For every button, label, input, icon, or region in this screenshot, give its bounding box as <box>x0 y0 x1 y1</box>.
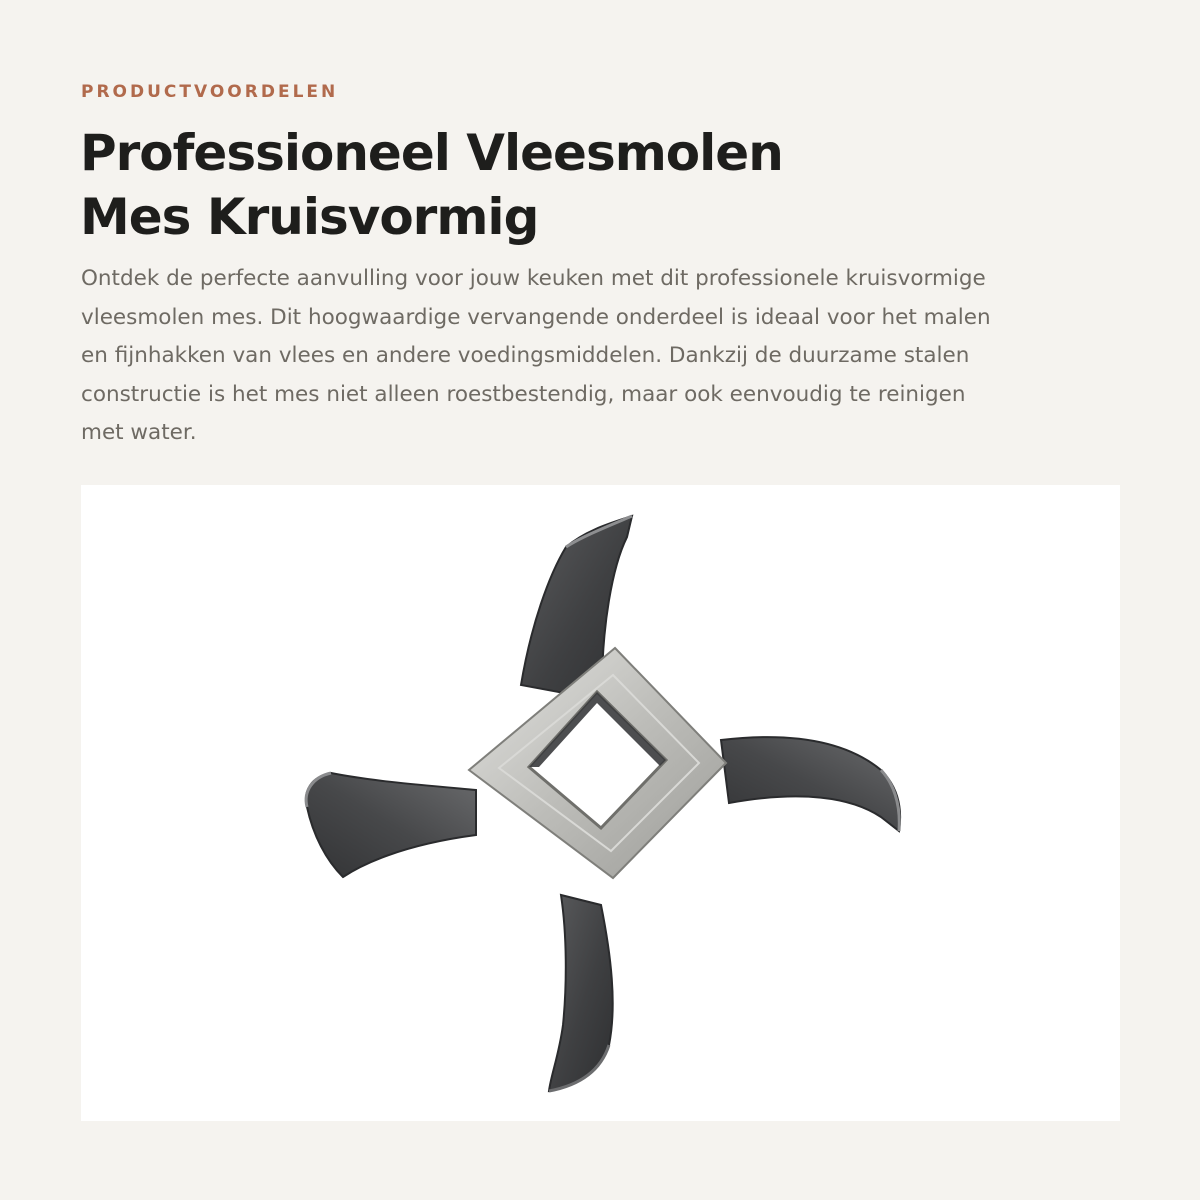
product-description-line-2: vleesmolen mes. Dit hoogwaardige vervangende onderdeel is ideaal voor het malen <box>81 304 991 330</box>
product-description-line-3: en fijnhakken van vlees en andere voedingsmiddelen. Dankzij de duurzame stalen <box>81 343 970 368</box>
cross-blade-icon <box>81 485 1120 1121</box>
section-eyebrow: PRODUCTVOORDELEN <box>81 82 339 102</box>
product-description-line-4: constructie is het mes niet alleen roestbestendig, maar ook eenvoudig te reinigen <box>81 381 966 407</box>
product-description <box>81 260 1061 453</box>
blade-arm-left <box>306 773 476 877</box>
product-title-line-1: Professioneel Vleesmolen <box>80 124 783 182</box>
blade-arm-bottom <box>549 895 613 1091</box>
product-title-line-2: Mes Kruisvormig <box>80 188 539 246</box>
product-title <box>80 121 783 249</box>
blade-arm-right <box>721 737 900 831</box>
product-image <box>81 485 1120 1121</box>
product-description-line-1: Ontdek de perfecte aanvulling voor jouw keuken met dit professionele kruisvormige <box>81 266 986 291</box>
product-description-line-5: met water. <box>81 420 197 445</box>
